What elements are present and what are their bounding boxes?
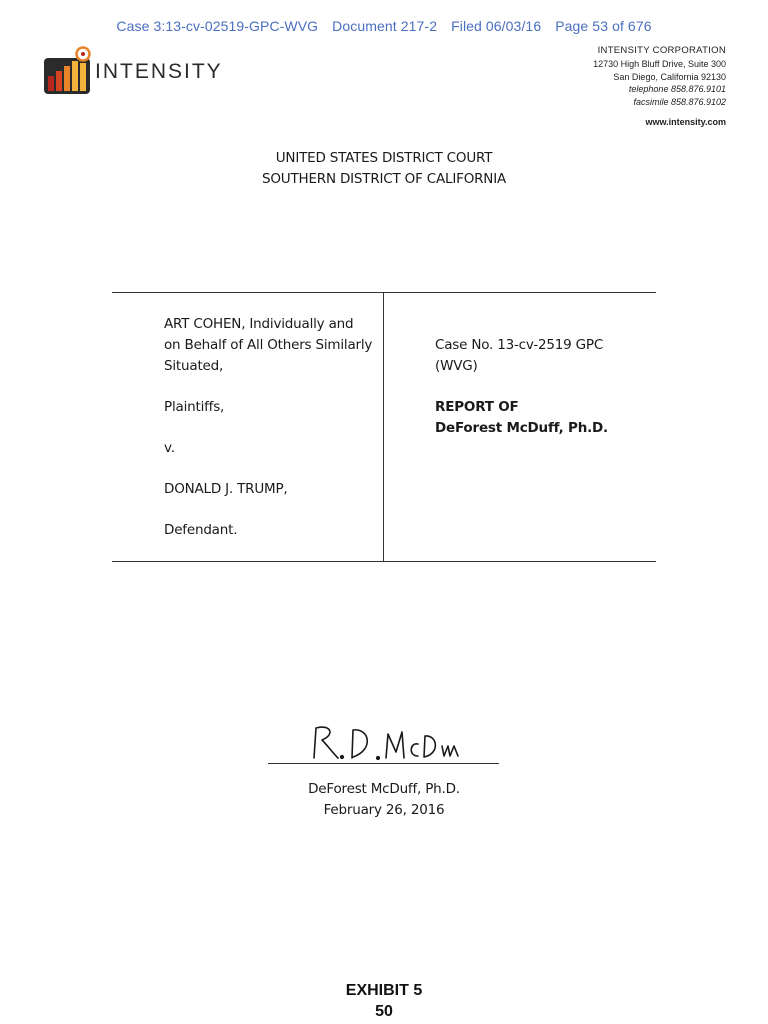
company-name: INTENSITY CORPORATION bbox=[597, 45, 726, 56]
report-title-line-1: REPORT OF bbox=[435, 399, 519, 415]
case-header bbox=[0, 18, 768, 34]
caption-divider bbox=[383, 292, 384, 561]
address-line-2: San Diego, California 92130 bbox=[613, 71, 726, 82]
plaintiffs-label: Plaintiffs, bbox=[164, 399, 225, 415]
exhibit-footer bbox=[0, 980, 768, 1022]
filed-date: Filed 06/03/16 bbox=[451, 18, 542, 34]
case-no-line-2: (WVG) bbox=[435, 358, 478, 374]
signature-line bbox=[268, 763, 499, 764]
address-line-1: 12730 High Bluff Drive, Suite 300 bbox=[593, 58, 726, 69]
signature-date: February 26, 2016 bbox=[323, 802, 445, 818]
page-indicator: Page 53 of 676 bbox=[555, 18, 652, 34]
plaintiff-line-3: Situated, bbox=[164, 358, 224, 374]
signer-name: DeForest McDuff, Ph.D. bbox=[308, 781, 460, 797]
court-title bbox=[0, 148, 768, 190]
court-line-2: SOUTHERN DISTRICT OF CALIFORNIA bbox=[261, 171, 507, 187]
telephone: telephone 858.876.9101 bbox=[628, 84, 726, 95]
caption-top-rule bbox=[112, 292, 656, 293]
case-number: Case 3:13-cv-02519-GPC-WVG bbox=[116, 18, 319, 34]
defendant-name: DONALD J. TRUMP, bbox=[164, 481, 288, 497]
report-title-line-2: DeForest McDuff, Ph.D. bbox=[435, 420, 608, 436]
exhibit-label: EXHIBIT 5 bbox=[345, 982, 423, 999]
letterhead-address bbox=[593, 45, 726, 129]
court-line-1: UNITED STATES DISTRICT COURT bbox=[275, 150, 493, 166]
caption-bottom-rule bbox=[112, 561, 656, 562]
plaintiff-line-2: on Behalf of All Others Similarly bbox=[164, 337, 373, 353]
signer-block bbox=[0, 779, 768, 821]
logo-wordmark: INTENSITY bbox=[95, 60, 223, 83]
defendant-label: Defendant. bbox=[164, 522, 238, 538]
facsimile: facsimile 858.876.9102 bbox=[633, 97, 726, 108]
website: www.intensity.com bbox=[645, 116, 726, 127]
caption-parties bbox=[164, 314, 382, 541]
case-no-line-1: Case No. 13-cv-2519 GPC bbox=[435, 337, 604, 353]
page-number: 50 bbox=[375, 1003, 393, 1020]
plaintiff-line-1: ART COHEN, Individually and bbox=[164, 316, 354, 332]
document-number: Document 217-2 bbox=[332, 18, 438, 34]
handwritten-signature bbox=[300, 720, 470, 768]
caption-case-info bbox=[435, 335, 645, 439]
versus: v. bbox=[164, 440, 175, 456]
